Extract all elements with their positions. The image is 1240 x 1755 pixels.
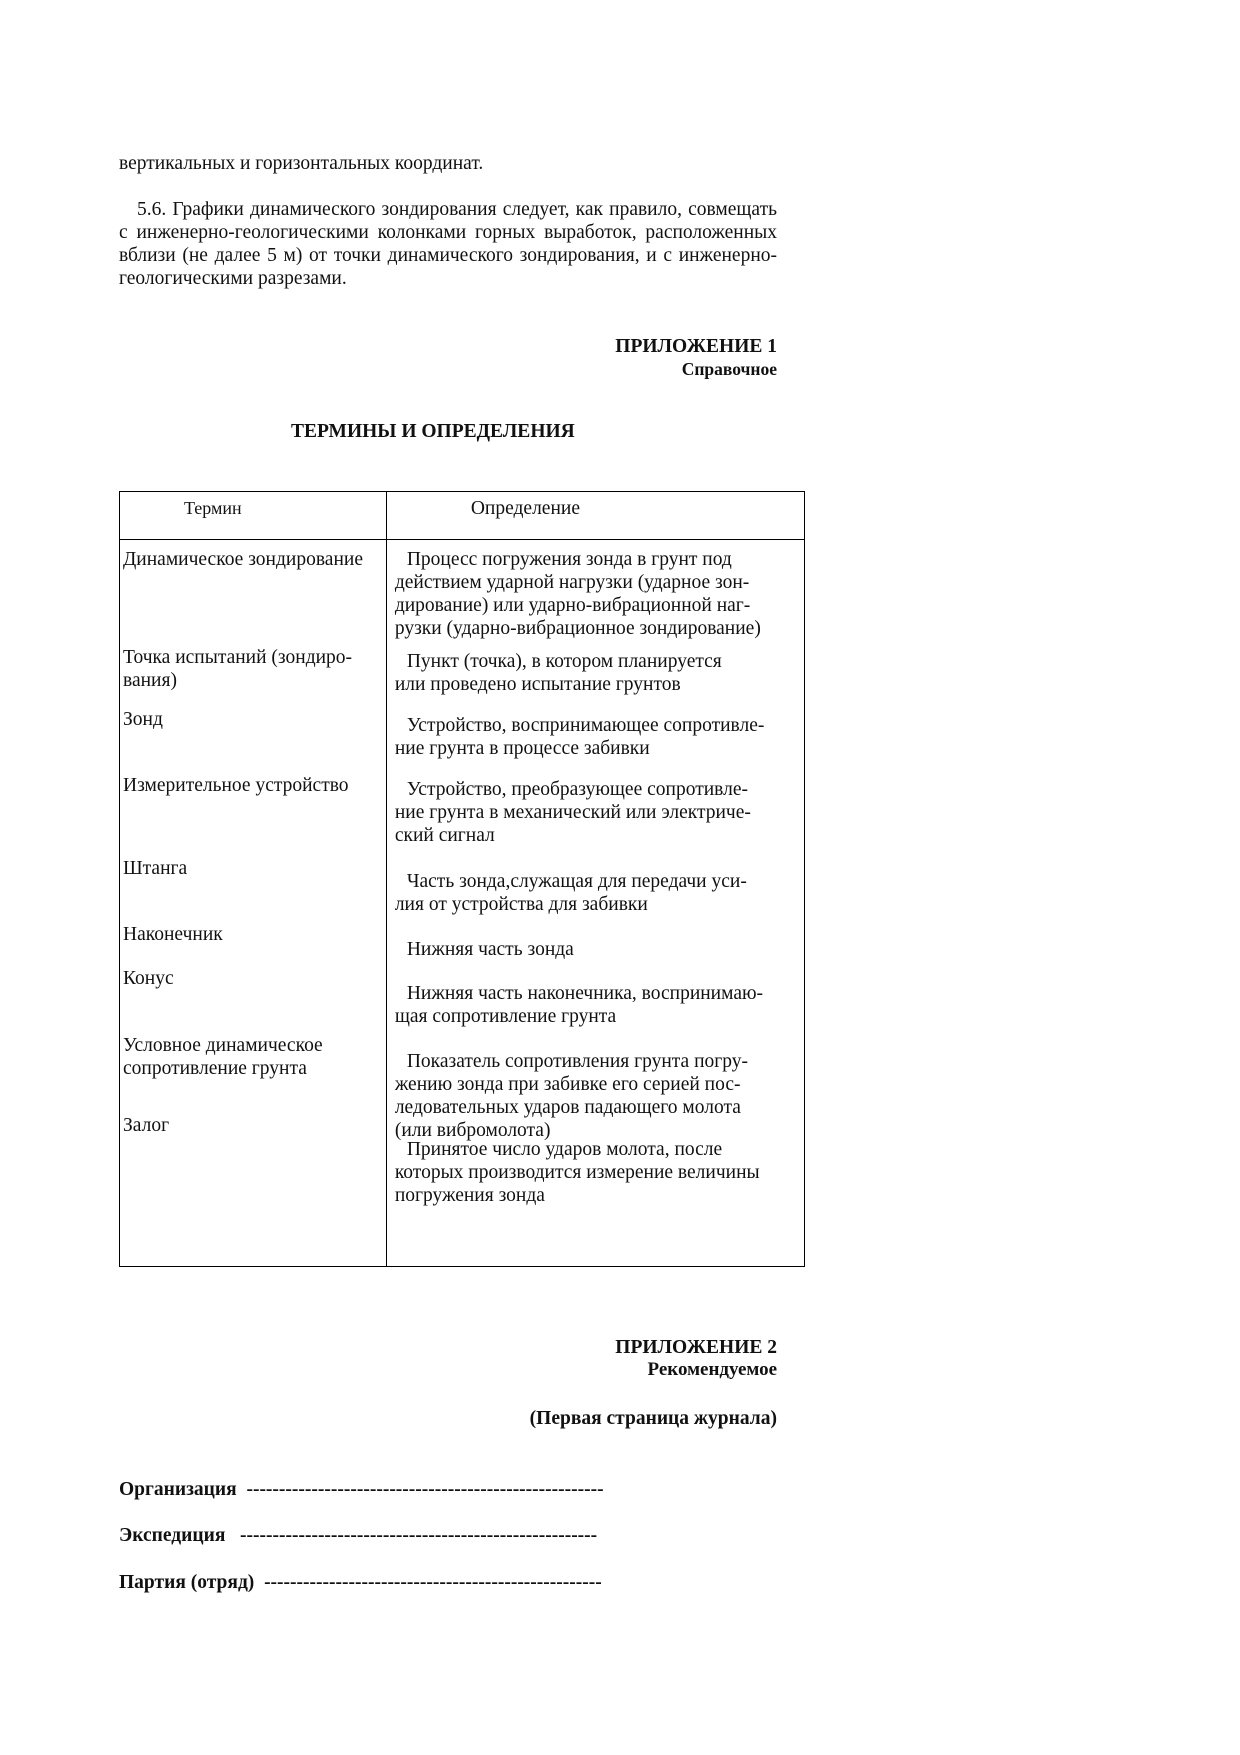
definition-text: действием ударной нагрузки (ударное зон- <box>394 572 750 593</box>
definition-first-line: Процесс погружения зонда в грунт под <box>406 549 732 570</box>
definition-text: погружения зонда <box>394 1185 545 1206</box>
party-field <box>119 1572 602 1594</box>
definition-text <box>395 938 799 961</box>
definition-text: щая сопротивление грунта <box>394 1006 617 1027</box>
appendix-1-heading <box>479 336 777 380</box>
definition-text: ледовательных ударов падающего молота <box>394 1097 741 1118</box>
definition-text: жению зонда при забивке его серией пос- <box>394 1074 741 1095</box>
definition-text: или проведено испытание грунтов <box>394 674 681 695</box>
header-term-cell <box>120 492 387 540</box>
definition-text <box>395 870 799 893</box>
definitions-column-content <box>387 540 804 1266</box>
definition-text: рузки (ударно-вибрационное зондирование) <box>394 618 761 639</box>
journal-first-page-note: (Первая страница журнала) <box>529 1408 777 1429</box>
definition-first-line: Принятое число ударов молота, после <box>406 1139 723 1160</box>
term-text: вания) <box>123 670 177 691</box>
appendix-2-title: ПРИЛОЖЕНИЕ 2 <box>615 1337 777 1358</box>
term-text: Штанга <box>123 858 188 879</box>
definition-text <box>395 548 799 571</box>
definition-text: ский сигнал <box>394 825 495 846</box>
term-text: Измерительное устройство <box>123 775 349 796</box>
appendix-1-subtitle: Справочное <box>681 359 777 379</box>
terms-column <box>120 540 387 1267</box>
definition-text <box>395 650 799 673</box>
definition-text <box>395 982 799 1005</box>
continuation-line: вертикальных и горизонтальных координат. <box>119 153 484 174</box>
term-text: Точка испытаний (зондиро- <box>123 647 353 668</box>
definition-first-line: Нижняя часть наконечника, воспринимаю- <box>406 983 764 1004</box>
header-definition: Определение <box>470 498 580 519</box>
organization-label: Организация <box>119 1479 237 1500</box>
definition-first-line: Устройство, преобразующее сопротивле- <box>406 779 748 800</box>
definition-first-line: Нижняя часть зонда <box>406 939 574 960</box>
terms-table <box>119 491 805 1267</box>
term-text: Конус <box>123 968 174 989</box>
party-label: Партия (отряд) <box>119 1572 255 1593</box>
term-text: Условное динамическое <box>123 1035 323 1056</box>
definition-text: лия от устройства для забивки <box>394 894 648 915</box>
definition-text: дирование) или ударно-вибрационной наг- <box>394 595 751 616</box>
organization-blank-line: ------------------------------------------------------- <box>246 1479 604 1500</box>
definition-first-line: Часть зонда,служащая для передачи уси- <box>406 871 747 892</box>
definition-text <box>395 1138 799 1161</box>
definition-text: ние грунта в процессе забивки <box>394 738 650 759</box>
table-header-row <box>120 492 805 540</box>
appendix-1-title: ПРИЛОЖЕНИЕ 1 <box>615 336 777 357</box>
paragraph-5-6-text: 5.6. Графики динамического зондирования следует, как правило, совмещать с инженерно-геологическими колонками горных выработок, расположенных вблизи (не далее 5 м) от точки динамического зондирования, и с инженерно-геологическими разрезами. <box>119 199 777 289</box>
term-text: Динамическое зондирование <box>123 549 363 570</box>
appendix-2-subtitle: Рекомендуемое <box>647 1359 777 1380</box>
header-term: Термин <box>184 498 242 518</box>
definition-text: ние грунта в механический или электриче- <box>394 802 751 823</box>
definitions-column <box>386 540 804 1267</box>
expedition-label: Экспедиция <box>119 1525 226 1546</box>
term-text: Залог <box>123 1115 170 1136</box>
paragraph-5-6 <box>119 198 777 290</box>
terms-section-title: ТЕРМИНЫ И ОПРЕДЕЛЕНИЯ <box>291 421 575 442</box>
header-definition-cell <box>386 492 804 540</box>
table-body-row <box>120 540 805 1267</box>
definition-first-line: Устройство, воспринимающее сопротивле- <box>406 715 765 736</box>
definition-text <box>395 778 799 801</box>
definition-first-line: Показатель сопротивления грунта погру- <box>406 1051 749 1072</box>
definition-text: (или вибромолота) <box>394 1120 551 1141</box>
term-text: Наконечник <box>123 924 223 945</box>
definition-text: которых производится измерение величины <box>394 1162 760 1183</box>
definition-first-line: Пункт (точка), в котором планируется <box>406 651 722 672</box>
definition-text <box>395 1050 799 1073</box>
terms-column-content <box>120 540 386 1266</box>
expedition-field <box>119 1525 597 1547</box>
term-text: Зонд <box>123 709 163 730</box>
definition-text <box>395 714 799 737</box>
term-text: сопротивление грунта <box>123 1058 307 1079</box>
organization-field <box>119 1479 604 1501</box>
party-blank-line: ---------------------------------------------------- <box>264 1572 602 1593</box>
expedition-blank-line: ------------------------------------------------------- <box>240 1525 598 1546</box>
appendix-2-heading <box>479 1337 777 1381</box>
